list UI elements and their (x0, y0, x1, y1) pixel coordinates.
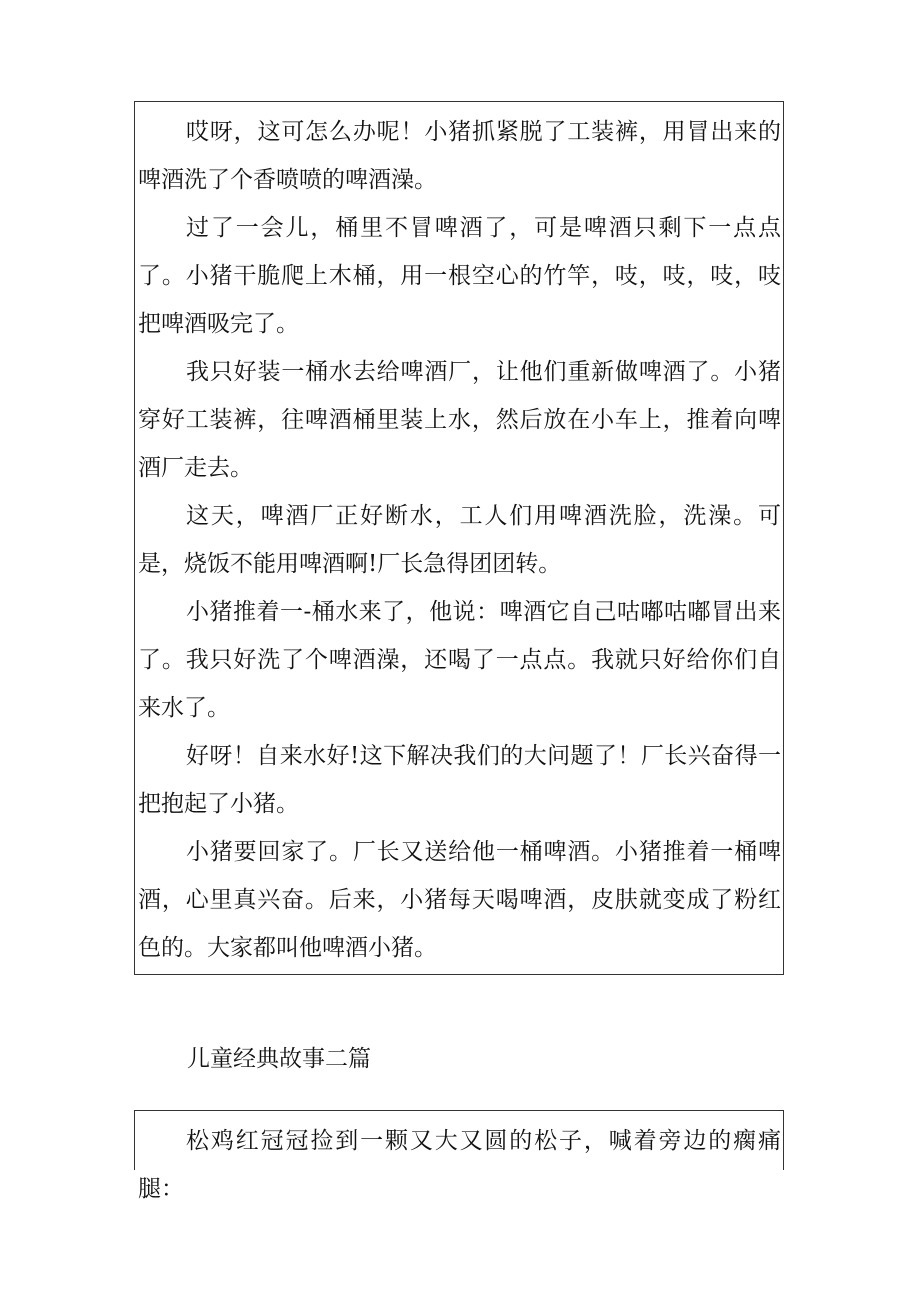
story-paragraph-6: 好呀！自来水好!这下解决我们的大问题了！厂长兴奋得一把抱起了小猪。 (138, 743, 781, 817)
story-paragraph-1: 哎呀，这可怎么办呢！小猪抓紧脱了工装裤，用冒出来的啤酒洗了个香喷喷的啤酒澡。 (138, 119, 781, 193)
story-paragraph-4: 这天，啤酒厂正好断水，工人们用啤酒洗脸，洗澡。可是，烧饭不能用啤酒啊!厂长急得团团转。 (138, 503, 781, 577)
story-text-box (134, 101, 784, 975)
story-paragraph-3: 我只好装一桶水去给啤酒厂，让他们重新做啤酒了。小猪穿好工装裤，往啤酒桶里装上水，然后放在小车上，推着向啤酒厂走去。 (138, 359, 781, 481)
story-paragraph-2: 过了一会儿，桶里不冒啤酒了，可是啤酒只剩下一点点了。小猪干脆爬上木桶，用一根空心的竹竿，吱，吱，吱，吱把啤酒吸完了。 (138, 215, 781, 337)
story-paragraph-5: 小猪推着一-桶水来了，他说：啤酒它自己咕嘟咕嘟冒出来了。我只好洗了个啤酒澡，还喝了一点点。我就只好给你们自来水了。 (138, 599, 781, 721)
section-title: 儿童经典故事二篇 (187, 1046, 371, 1072)
story-paragraph-7: 小猪要回家了。厂长又送给他一桶啤酒。小猪推着一桶啤酒，心里真兴奋。后来，小猪每天喝啤酒，皮肤就变成了粉红色的。大家都叫他啤酒小猪。 (138, 839, 781, 961)
second-story-text-box (134, 1110, 784, 1202)
second-story-paragraph-1: 松鸡红冠冠捡到一颗又大又圆的松子，喊着旁边的瘸痛腿： (138, 1128, 781, 1202)
